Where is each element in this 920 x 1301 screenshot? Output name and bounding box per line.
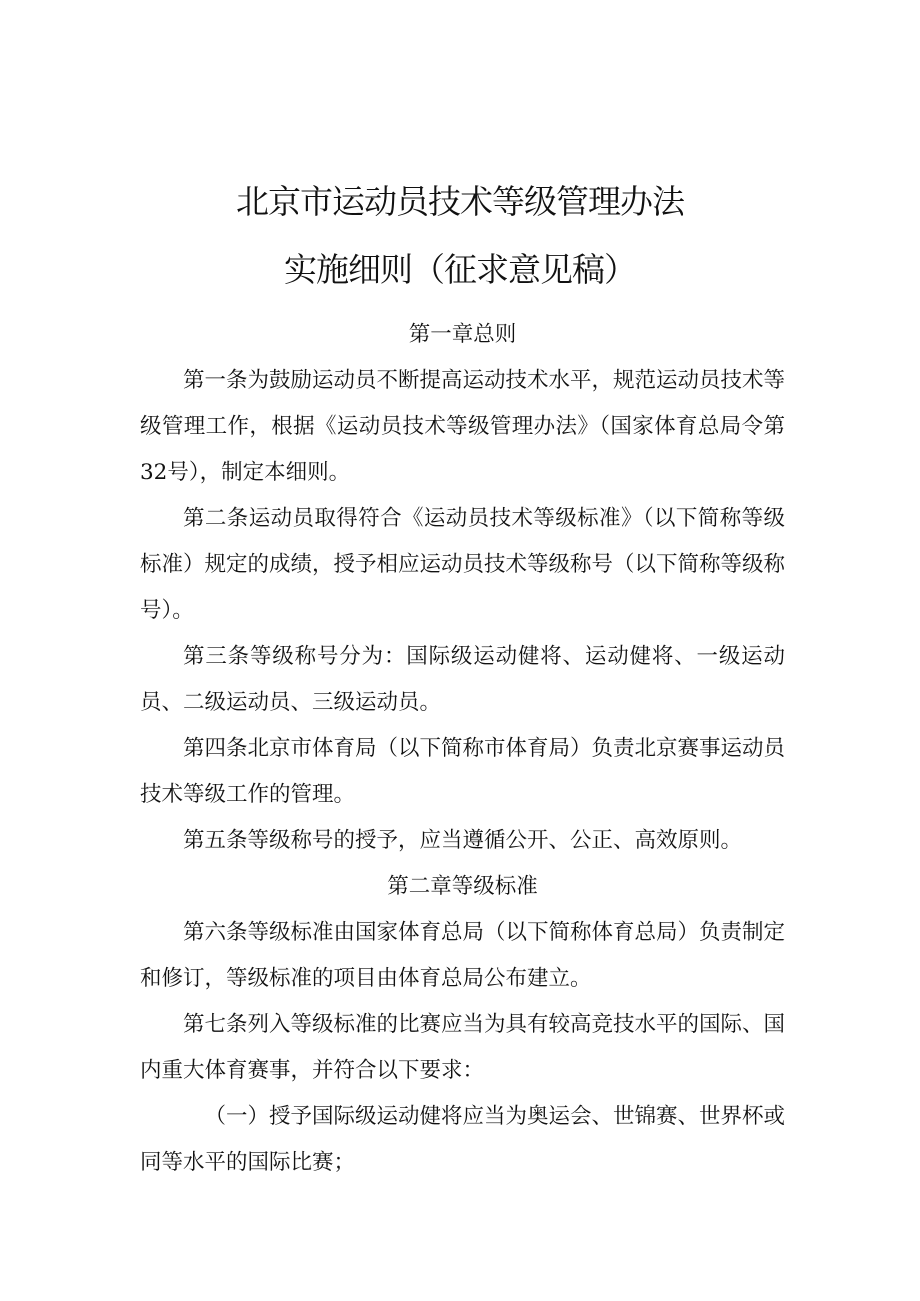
chapter-heading: 第一章总则 — [408, 322, 517, 347]
document-body — [140, 312, 785, 1186]
article-6: 第六条等级标准由国家体育总局（以下简称体育总局）负责制定和修订，等级标准的项目由体育总局公布建立。 — [140, 920, 786, 991]
chapter-heading: 第二章等级标准 — [387, 874, 538, 899]
article-7-item-1: （一）授予国际级运动健将应当为奥运会、世锦赛、世界杯或同等水平的国际比赛； — [140, 1104, 786, 1175]
article-3: 第三条等级称号分为：国际级运动健将、运动健将、一级运动员、二级运动员、三级运动员。 — [140, 644, 785, 715]
document-title-line-2: 实施细则（征求意见稿） — [284, 250, 636, 289]
article-4: 第四条北京市体育局（以下简称市体育局）负责北京赛事运动员技术等级工作的管理。 — [140, 736, 786, 807]
article-1: 第一条为鼓励运动员不断提高运动技术水平，规范运动员技术等级管理工作，根据《运动员技术等级管理办法》（国家体育总局令第32号），制定本细则。 — [140, 368, 786, 485]
article-2: 第二条运动员取得符合《运动员技术等级标准》（以下简称等级标准）规定的成绩，授予相应运动员技术等级称号（以下简称等级称号）。 — [140, 506, 786, 623]
article-5: 第五条等级称号的授予，应当遵循公开、公正、高效原则。 — [183, 828, 743, 853]
document-title-line-1: 北京市运动员技术等级管理办法 — [236, 182, 684, 221]
article-7: 第七条列入等级标准的比赛应当为具有较高竞技水平的国际、国内重大体育赛事，并符合以下要求： — [140, 1012, 786, 1083]
